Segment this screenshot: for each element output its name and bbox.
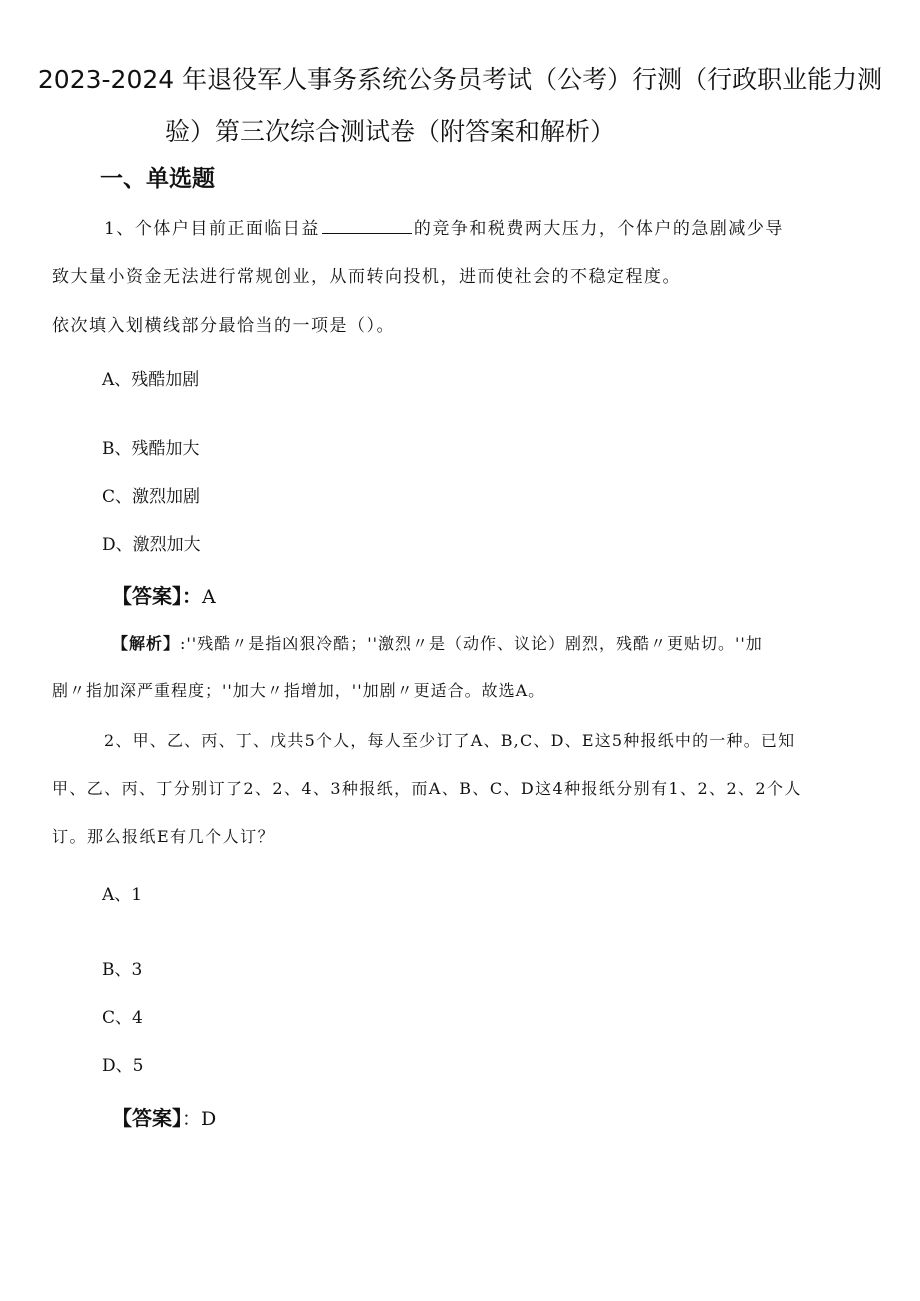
section-heading: 一、单选题 <box>100 166 215 192</box>
q1-option-b: B、残酷加大 <box>102 439 200 459</box>
q2-option-a: A、1 <box>102 885 143 905</box>
q2-stem-line-3: 订。那么报纸E有几个人订？ <box>52 827 276 846</box>
q2-stem-line-1: 2、甲、乙、丙、丁、戊共5个人，每人至少订了A、B,C、D、E这5种报纸中的一种。已知 <box>104 731 796 750</box>
q1-stem-line-1-a: 1、个体户目前正面临日益 <box>104 219 320 239</box>
q1-answer <box>112 580 216 609</box>
q1-stem-line-2: 致大量小资金无法进行常规创业，从而转向投机，进而使社会的不稳定程度。 <box>52 267 681 287</box>
fill-blank <box>322 219 412 234</box>
q1-analysis-line-1 <box>112 631 763 654</box>
q1-option-a: A、残酷加剧 <box>102 370 200 390</box>
q1-answer-value: A <box>202 586 216 608</box>
q1-stem-line-1 <box>104 214 784 239</box>
document-title-line-1: 2023-2024 年退役军人事务系统公务员考试（公考）行测（行政职业能力测 <box>37 65 883 94</box>
q2-stem-line-2: 甲、乙、丙、丁分别订了2、2、4、3种报纸，而A、B、C、D这4种报纸分别有1、2、2、2个人 <box>52 779 802 798</box>
q1-stem-line-1-b: 的竞争和税费两大压力，个体户的急剧减少导 <box>413 219 784 239</box>
q1-option-d: D、激烈加大 <box>102 535 201 555</box>
document-title-line-2-text: 验）第三次综合测试卷（附答案和解析） <box>165 117 616 146</box>
q2-option-c: C、4 <box>102 1008 143 1028</box>
q2-option-d: D、5 <box>102 1056 144 1076</box>
q1-option-c: C、激烈加剧 <box>102 487 201 507</box>
q1-answer-label: 【答案】： <box>112 584 202 608</box>
q1-stem-line-3: 依次填入划横线部分最恰当的一项是（）。 <box>52 316 395 336</box>
q2-answer <box>112 1102 216 1131</box>
q1-analysis-text-1: :''残酷〃是指凶狠冷酷；''激烈〃是（动作、议论）剧烈，残酷〃更贴切。''加 <box>180 634 763 653</box>
q2-option-b: B、3 <box>102 960 143 980</box>
q2-answer-value: ：D <box>182 1108 217 1130</box>
q2-answer-label: 【答案】 <box>112 1106 182 1130</box>
q1-analysis-line-2: 剧〃指加深严重程度；''加大〃指增加，''加剧〃更适合。故选A。 <box>52 681 546 700</box>
q1-analysis-label: 【解析】 <box>112 634 181 653</box>
